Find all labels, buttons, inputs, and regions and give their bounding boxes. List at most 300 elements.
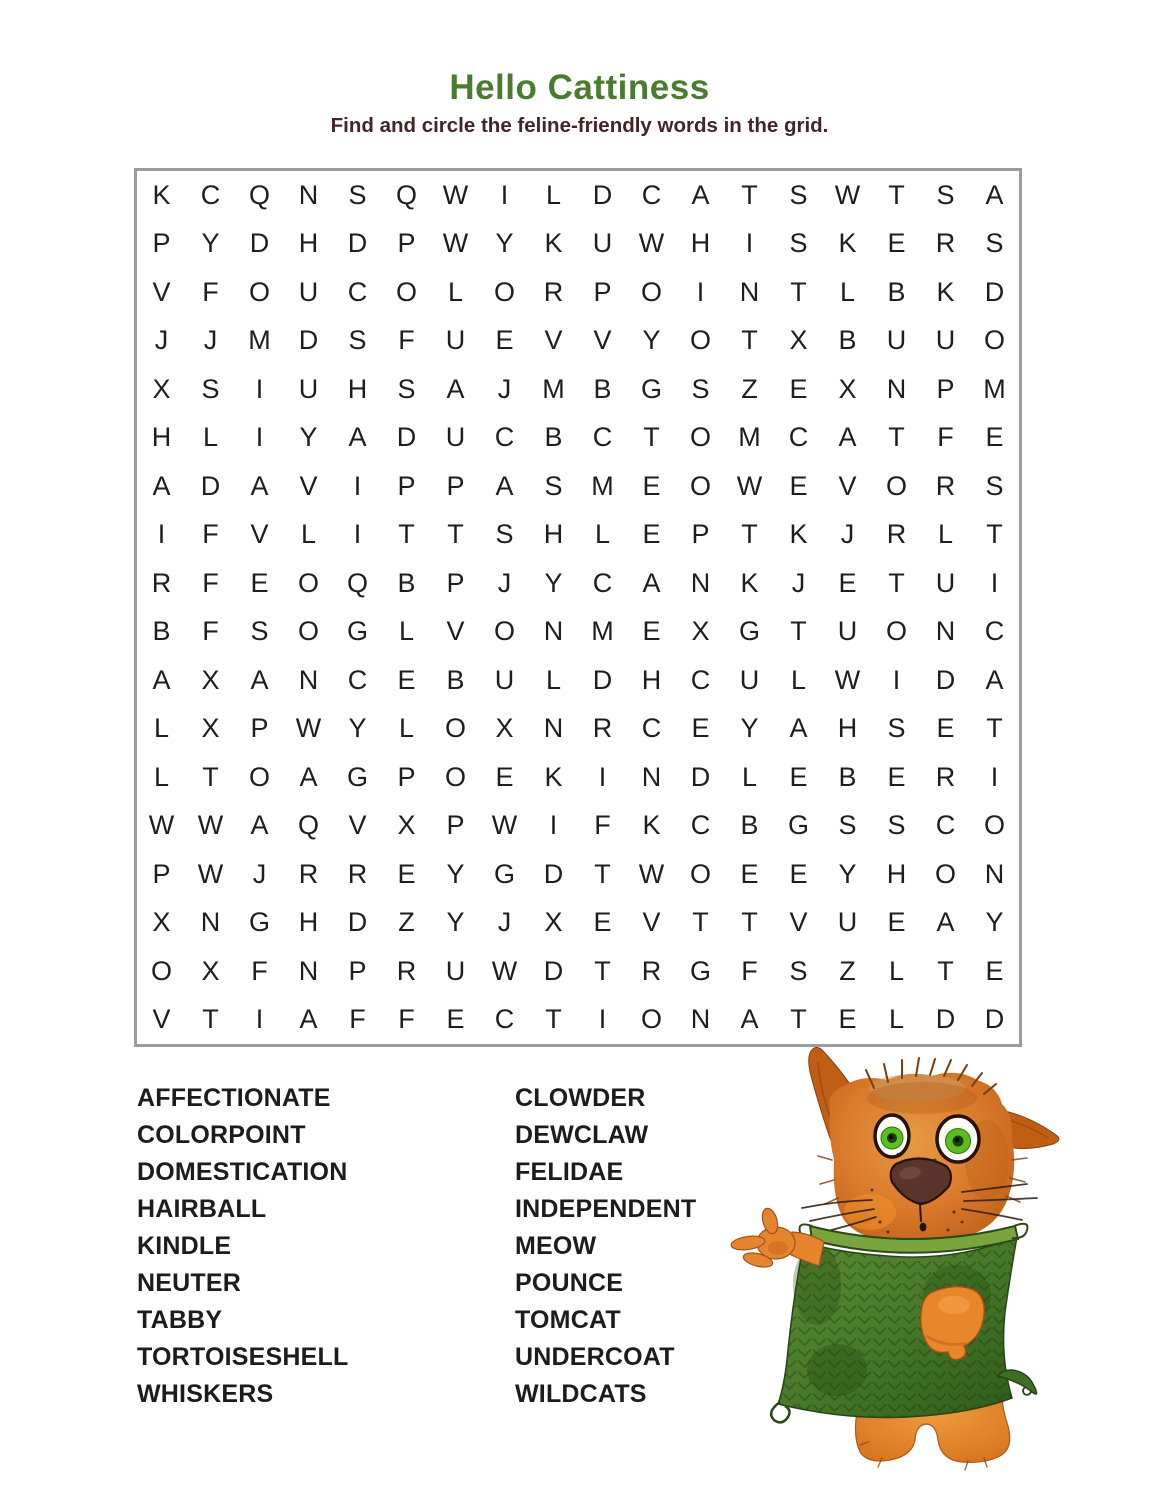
grid-cell[interactable]: E [495,761,514,792]
grid-cell[interactable]: T [545,1004,562,1035]
grid-cell[interactable]: M [738,422,761,453]
grid-cell[interactable]: Y [446,907,465,938]
grid-cell[interactable]: O [248,276,270,307]
grid-cell[interactable]: P [152,858,171,889]
grid-cell[interactable]: Y [985,907,1004,938]
grid-cell[interactable]: V [299,470,318,501]
grid-cell[interactable]: L [888,1004,905,1035]
grid-cell[interactable]: E [642,519,661,550]
grid-cell[interactable]: F [202,519,219,550]
grid-cell[interactable]: T [594,858,611,889]
grid-cell[interactable]: O [395,276,417,307]
grid-cell[interactable]: W [197,810,224,841]
grid-cell[interactable]: P [397,761,416,792]
grid-cell[interactable]: X [152,907,171,938]
grid-cell[interactable]: A [985,179,1004,210]
grid-cell[interactable]: N [200,907,221,938]
grid-cell[interactable]: D [592,664,613,695]
grid-cell[interactable]: N [641,761,662,792]
grid-cell[interactable]: K [789,519,808,550]
grid-cell[interactable]: W [834,664,861,695]
grid-cell[interactable]: L [594,519,611,550]
grid-cell[interactable]: S [887,713,906,744]
grid-cell[interactable]: N [690,1004,711,1035]
grid-cell[interactable]: E [887,228,906,259]
grid-cell[interactable]: D [249,228,270,259]
grid-cell[interactable]: S [789,179,808,210]
grid-cell[interactable]: F [202,567,219,598]
grid-cell[interactable]: Z [741,373,758,404]
grid-cell[interactable]: G [787,810,809,841]
grid-cell[interactable]: O [444,713,466,744]
grid-cell[interactable]: T [888,567,905,598]
grid-cell[interactable]: Y [642,325,661,356]
grid-cell[interactable]: S [544,470,563,501]
grid-cell[interactable]: L [447,276,464,307]
grid-cell[interactable]: L [790,664,807,695]
grid-cell[interactable]: X [201,955,220,986]
grid-cell[interactable]: L [202,422,219,453]
grid-cell[interactable]: T [202,1004,219,1035]
grid-cell[interactable]: O [689,422,711,453]
grid-cell[interactable]: N [298,955,319,986]
grid-cell[interactable]: W [736,470,763,501]
grid-cell[interactable]: X [201,664,220,695]
grid-cell[interactable]: J [203,325,218,356]
grid-cell[interactable]: T [790,276,807,307]
grid-cell[interactable]: C [494,1004,515,1035]
grid-cell[interactable]: I [549,810,558,841]
grid-cell[interactable]: R [935,761,956,792]
grid-cell[interactable]: I [255,373,264,404]
grid-cell[interactable]: I [892,664,901,695]
grid-cell[interactable]: T [790,1004,807,1035]
grid-cell[interactable]: Q [248,179,270,210]
grid-cell[interactable]: T [741,179,758,210]
grid-cell[interactable]: J [840,519,855,550]
grid-cell[interactable]: U [837,907,858,938]
grid-cell[interactable]: O [885,616,907,647]
grid-cell[interactable]: W [148,810,175,841]
grid-cell[interactable]: C [347,276,368,307]
grid-cell[interactable]: A [152,664,171,695]
grid-cell[interactable]: A [789,713,808,744]
grid-cell[interactable]: D [935,664,956,695]
grid-cell[interactable]: U [837,616,858,647]
grid-cell[interactable]: T [986,519,1003,550]
grid-cell[interactable]: I [990,567,999,598]
grid-cell[interactable]: O [150,955,172,986]
grid-cell[interactable]: W [638,228,665,259]
grid-cell[interactable]: C [788,422,809,453]
grid-cell[interactable]: S [985,470,1004,501]
grid-cell[interactable]: U [298,373,319,404]
grid-cell[interactable]: T [790,616,807,647]
grid-cell[interactable]: A [250,810,269,841]
grid-cell[interactable]: A [740,1004,759,1035]
grid-cell[interactable]: U [445,955,466,986]
grid-cell[interactable]: E [838,567,857,598]
grid-cell[interactable]: M [591,470,614,501]
grid-cell[interactable]: Y [446,858,465,889]
grid-cell[interactable]: O [885,470,907,501]
grid-cell[interactable]: V [152,1004,171,1035]
grid-cell[interactable]: E [397,664,416,695]
grid-cell[interactable]: F [937,422,954,453]
grid-cell[interactable]: W [442,179,469,210]
grid-cell[interactable]: Q [395,179,417,210]
grid-cell[interactable]: F [202,276,219,307]
grid-cell[interactable]: I [598,1004,607,1035]
grid-cell[interactable]: Q [297,810,319,841]
grid-cell[interactable]: O [297,616,319,647]
grid-cell[interactable]: K [838,228,857,259]
grid-cell[interactable]: C [494,422,515,453]
grid-cell[interactable]: N [690,567,711,598]
grid-cell[interactable]: U [935,567,956,598]
grid-cell[interactable]: O [983,325,1005,356]
grid-cell[interactable]: U [935,325,956,356]
grid-cell[interactable]: N [739,276,760,307]
grid-cell[interactable]: X [691,616,710,647]
grid-cell[interactable]: O [640,1004,662,1035]
grid-cell[interactable]: Y [201,228,220,259]
grid-cell[interactable]: O [689,858,711,889]
grid-cell[interactable]: E [985,955,1004,986]
grid-cell[interactable]: K [544,228,563,259]
grid-cell[interactable]: J [252,858,267,889]
grid-cell[interactable]: P [348,955,367,986]
grid-cell[interactable]: R [592,713,613,744]
grid-cell[interactable]: L [545,664,562,695]
grid-cell[interactable]: O [297,567,319,598]
grid-cell[interactable]: X [152,373,171,404]
grid-cell[interactable]: S [348,325,367,356]
grid-cell[interactable]: E [887,907,906,938]
grid-cell[interactable]: E [887,761,906,792]
grid-cell[interactable]: T [937,955,954,986]
grid-cell[interactable]: G [738,616,760,647]
grid-cell[interactable]: P [936,373,955,404]
grid-cell[interactable]: E [936,713,955,744]
grid-cell[interactable]: B [838,325,857,356]
grid-cell[interactable]: K [152,179,171,210]
grid-cell[interactable]: I [696,276,705,307]
grid-cell[interactable]: S [887,810,906,841]
grid-cell[interactable]: V [446,616,465,647]
grid-cell[interactable]: C [935,810,956,841]
grid-cell[interactable]: D [543,858,564,889]
grid-cell[interactable]: C [984,616,1005,647]
grid-cell[interactable]: H [151,422,172,453]
grid-cell[interactable]: Q [346,567,368,598]
grid-cell[interactable]: V [642,907,661,938]
grid-cell[interactable]: P [446,810,465,841]
grid-cell[interactable]: B [446,664,465,695]
grid-cell[interactable]: G [493,858,515,889]
grid-cell[interactable]: A [495,470,514,501]
grid-cell[interactable]: T [741,325,758,356]
grid-cell[interactable]: N [543,616,564,647]
grid-cell[interactable]: V [838,470,857,501]
grid-cell[interactable]: R [641,955,662,986]
grid-cell[interactable]: V [544,325,563,356]
grid-cell[interactable]: G [689,955,711,986]
grid-cell[interactable]: D [396,422,417,453]
grid-cell[interactable]: H [298,907,319,938]
grid-cell[interactable]: D [347,228,368,259]
grid-cell[interactable]: L [398,616,415,647]
grid-cell[interactable]: N [935,616,956,647]
grid-cell[interactable]: X [789,325,808,356]
grid-cell[interactable]: F [398,325,415,356]
grid-cell[interactable]: A [250,664,269,695]
grid-cell[interactable]: D [543,955,564,986]
grid-cell[interactable]: C [641,713,662,744]
grid-cell[interactable]: K [642,810,661,841]
grid-cell[interactable]: H [543,519,564,550]
grid-cell[interactable]: A [985,664,1004,695]
grid-cell[interactable]: W [295,713,322,744]
grid-cell[interactable]: R [935,470,956,501]
grid-cell[interactable]: S [348,179,367,210]
grid-cell[interactable]: B [593,373,612,404]
grid-cell[interactable]: K [936,276,955,307]
grid-cell[interactable]: X [397,810,416,841]
grid-cell[interactable]: L [153,713,170,744]
grid-cell[interactable]: J [154,325,169,356]
grid-cell[interactable]: D [592,179,613,210]
grid-cell[interactable]: C [592,567,613,598]
grid-cell[interactable]: G [640,373,662,404]
grid-cell[interactable]: S [201,373,220,404]
grid-cell[interactable]: A [642,567,661,598]
grid-cell[interactable]: H [837,713,858,744]
grid-cell[interactable]: Y [348,713,367,744]
grid-cell[interactable]: C [200,179,221,210]
grid-cell[interactable]: D [347,907,368,938]
grid-cell[interactable]: S [397,373,416,404]
grid-cell[interactable]: X [495,713,514,744]
grid-cell[interactable]: J [791,567,806,598]
grid-cell[interactable]: Y [495,228,514,259]
grid-cell[interactable]: D [298,325,319,356]
grid-cell[interactable]: R [935,228,956,259]
grid-cell[interactable]: M [591,616,614,647]
grid-cell[interactable]: T [692,907,709,938]
grid-cell[interactable]: H [886,858,907,889]
grid-cell[interactable]: C [690,810,711,841]
grid-cell[interactable]: U [298,276,319,307]
grid-cell[interactable]: B [397,567,416,598]
grid-cell[interactable]: X [544,907,563,938]
grid-cell[interactable]: O [640,276,662,307]
grid-cell[interactable]: N [298,664,319,695]
grid-cell[interactable]: M [248,325,271,356]
grid-cell[interactable]: O [689,325,711,356]
grid-cell[interactable]: T [986,713,1003,744]
grid-cell[interactable]: E [838,1004,857,1035]
grid-cell[interactable]: C [690,664,711,695]
grid-cell[interactable]: R [886,519,907,550]
grid-cell[interactable]: C [347,664,368,695]
grid-cell[interactable]: D [984,276,1005,307]
grid-cell[interactable]: L [839,276,856,307]
grid-cell[interactable]: Y [740,713,759,744]
grid-cell[interactable]: K [544,761,563,792]
grid-cell[interactable]: O [493,616,515,647]
grid-cell[interactable]: T [398,519,415,550]
grid-cell[interactable]: I [500,179,509,210]
grid-cell[interactable]: R [396,955,417,986]
grid-cell[interactable]: S [936,179,955,210]
grid-cell[interactable]: E [691,713,710,744]
grid-cell[interactable]: V [152,276,171,307]
grid-cell[interactable]: D [690,761,711,792]
grid-cell[interactable]: A [299,1004,318,1035]
grid-cell[interactable]: H [298,228,319,259]
grid-cell[interactable]: I [745,228,754,259]
grid-cell[interactable]: P [397,228,416,259]
grid-cell[interactable]: H [690,228,711,259]
grid-cell[interactable]: E [397,858,416,889]
grid-cell[interactable]: W [491,810,518,841]
grid-cell[interactable]: E [789,373,808,404]
grid-cell[interactable]: I [157,519,166,550]
grid-cell[interactable]: S [985,228,1004,259]
grid-cell[interactable]: D [935,1004,956,1035]
grid-cell[interactable]: C [641,179,662,210]
grid-cell[interactable]: S [495,519,514,550]
grid-cell[interactable]: A [299,761,318,792]
grid-cell[interactable]: B [544,422,563,453]
grid-cell[interactable]: I [598,761,607,792]
grid-cell[interactable]: G [346,616,368,647]
grid-cell[interactable]: O [689,470,711,501]
grid-cell[interactable]: J [497,567,512,598]
grid-cell[interactable]: T [888,422,905,453]
grid-cell[interactable]: C [592,422,613,453]
grid-cell[interactable]: S [789,228,808,259]
grid-cell[interactable]: A [838,422,857,453]
grid-cell[interactable]: T [594,955,611,986]
grid-cell[interactable]: P [691,519,710,550]
grid-cell[interactable]: L [545,179,562,210]
grid-cell[interactable]: T [202,761,219,792]
grid-cell[interactable]: H [641,664,662,695]
grid-cell[interactable]: F [349,1004,366,1035]
grid-cell[interactable]: P [446,567,465,598]
grid-cell[interactable]: V [789,907,808,938]
grid-cell[interactable]: P [152,228,171,259]
grid-cell[interactable]: D [200,470,221,501]
grid-cell[interactable]: W [491,955,518,986]
grid-cell[interactable]: O [493,276,515,307]
grid-cell[interactable]: A [446,373,465,404]
grid-cell[interactable]: W [197,858,224,889]
grid-cell[interactable]: F [202,616,219,647]
grid-cell[interactable]: U [494,664,515,695]
grid-cell[interactable]: G [248,907,270,938]
grid-cell[interactable]: T [643,422,660,453]
grid-cell[interactable]: O [444,761,466,792]
grid-cell[interactable]: T [741,907,758,938]
grid-cell[interactable]: L [741,761,758,792]
grid-cell[interactable]: P [250,713,269,744]
grid-cell[interactable]: X [838,373,857,404]
grid-cell[interactable]: W [638,858,665,889]
grid-cell[interactable]: R [347,858,368,889]
grid-cell[interactable]: B [740,810,759,841]
grid-cell[interactable]: P [397,470,416,501]
grid-cell[interactable]: O [248,761,270,792]
grid-cell[interactable]: N [984,858,1005,889]
grid-cell[interactable]: N [298,179,319,210]
grid-cell[interactable]: P [593,276,612,307]
grid-cell[interactable]: M [542,373,565,404]
grid-cell[interactable]: H [347,373,368,404]
grid-cell[interactable]: E [789,470,808,501]
grid-cell[interactable]: B [887,276,906,307]
grid-cell[interactable]: V [250,519,269,550]
grid-cell[interactable]: F [741,955,758,986]
grid-cell[interactable]: I [255,422,264,453]
grid-cell[interactable]: L [937,519,954,550]
grid-cell[interactable]: Z [398,907,415,938]
grid-cell[interactable]: O [934,858,956,889]
grid-cell[interactable]: J [497,907,512,938]
grid-cell[interactable]: L [398,713,415,744]
grid-cell[interactable]: P [446,470,465,501]
grid-cell[interactable]: E [593,907,612,938]
grid-cell[interactable]: L [153,761,170,792]
grid-cell[interactable]: A [936,907,955,938]
grid-cell[interactable]: B [152,616,171,647]
grid-cell[interactable]: F [398,1004,415,1035]
grid-cell[interactable]: S [838,810,857,841]
grid-cell[interactable]: S [789,955,808,986]
grid-cell[interactable]: I [990,761,999,792]
grid-cell[interactable]: R [298,858,319,889]
grid-cell[interactable]: U [445,325,466,356]
grid-cell[interactable]: F [251,955,268,986]
grid-cell[interactable]: L [300,519,317,550]
grid-cell[interactable]: Z [839,955,856,986]
grid-cell[interactable]: Y [838,858,857,889]
grid-cell[interactable]: E [642,470,661,501]
grid-cell[interactable]: R [151,567,172,598]
grid-cell[interactable]: E [446,1004,465,1035]
grid-cell[interactable]: E [250,567,269,598]
grid-cell[interactable]: I [353,519,362,550]
grid-cell[interactable]: T [888,179,905,210]
grid-cell[interactable]: X [201,713,220,744]
grid-cell[interactable]: O [983,810,1005,841]
grid-cell[interactable]: E [789,858,808,889]
grid-cell[interactable]: S [691,373,710,404]
grid-cell[interactable]: F [594,810,611,841]
grid-cell[interactable]: Y [299,422,318,453]
grid-cell[interactable]: B [838,761,857,792]
grid-cell[interactable]: A [250,470,269,501]
grid-cell[interactable]: E [740,858,759,889]
grid-cell[interactable]: A [691,179,710,210]
grid-cell[interactable]: Y [544,567,563,598]
grid-cell[interactable]: D [984,1004,1005,1035]
grid-cell[interactable]: A [152,470,171,501]
grid-cell[interactable]: I [353,470,362,501]
grid-cell[interactable]: T [447,519,464,550]
